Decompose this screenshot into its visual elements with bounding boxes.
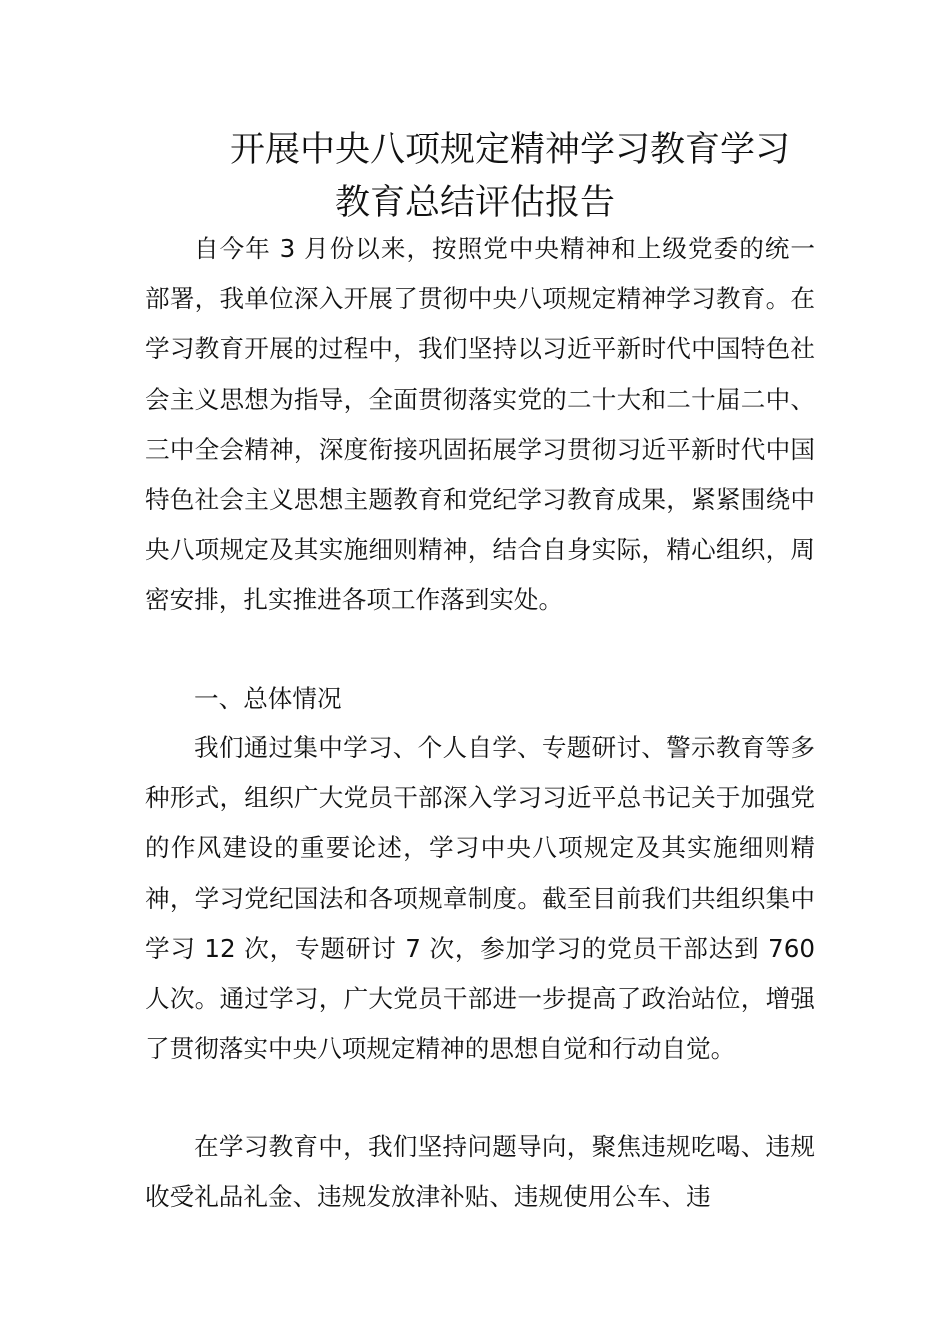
section-heading-overall: 一、总体情况 bbox=[194, 684, 342, 713]
paragraph-intro: 自今年 3 月份以来，按照党中央精神和上级党委的统一部署，我单位深入开展了贯彻中央八项规定精神学习教育。在学习教育开展的过程中，我们坚持以习近平新时代中国特色社会主义思想为指导，全面贯彻落实党的二十大和二十届二中、三中全会精神，深度衔接巩固拓展学习贯彻习近平新时代中国特色社会主义思想主题教育和党纪学习教育成果，紧紧围绕中央八项规定及其实施细则精神，结合自身实际，精心组织，周密安排，扎实推进各项工作落到实处。 bbox=[145, 234, 815, 615]
document-title-line-1: 开展中央八项规定精神学习教育学习 bbox=[230, 130, 791, 170]
paragraph-overall-study: 我们通过集中学习、个人自学、专题研讨、警示教育等多种形式，组织广大党员干部深入学习习近平总书记关于加强党的作风建设的重要论述，学习中央八项规定及其实施细则精神，学习党纪国法和各项规章制度。截至目前我们共组织集中学习 12 次，专题研讨 7 次，参加学习的党员干部达到 760 人次。通过学习，广大党员干部进一步提高了政治站位，增强了贯彻落实中央八项规定精神的思想自觉和行动自觉。 bbox=[145, 733, 815, 1064]
document-title-line-2: 教育总结评估报告 bbox=[335, 183, 616, 223]
paragraph-problem-orientation: 在学习教育中，我们坚持问题导向，聚焦违规吃喝、违规收受礼品礼金、违规发放津补贴、违规使用公车、违 bbox=[145, 1132, 815, 1212]
